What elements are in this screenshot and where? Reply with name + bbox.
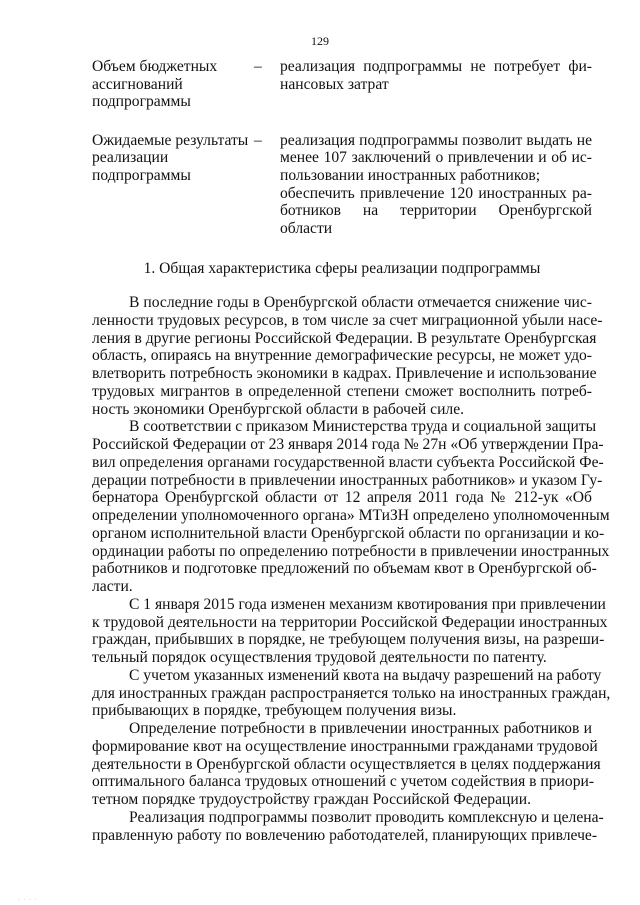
passport-value-line: реализация подпрограммы позволит выдать не — [280, 131, 592, 149]
text-line: ления в другие регионы Российской Федерации. В результате Оренбургская — [92, 329, 597, 347]
text-line: ленности трудовых ресурсов, в том числе за счет миграционной убыли насе- — [92, 311, 603, 329]
text-line: вил определения органами государственной власти субъекта Российской Фе- — [92, 453, 604, 471]
text-line: определении уполномоченного органа» МТиЗН определено уполномоченным — [92, 507, 610, 524]
paragraph — [92, 666, 611, 720]
text-line: ласти. — [92, 578, 133, 595]
text-line: область, опираясь на внутренние демографические ресурсы, не может удо- — [92, 347, 592, 365]
text-line: работников и подготовке предложений по объемам квот в Оренбургской об- — [92, 560, 597, 578]
paragraph — [92, 808, 604, 845]
text-line: С учетом указанных изменений квота на выдачу разрешений на работу — [129, 666, 602, 684]
paragraph — [92, 294, 603, 418]
text-line: к трудовой деятельности на территории Российской Федерации иностранных — [92, 613, 608, 631]
passport-value — [280, 132, 592, 238]
page-number: 129 — [311, 34, 329, 48]
text-line: бернатора Оренбургской области от 12 апреля 2011 года № 212-ук «Об — [92, 489, 592, 507]
passport-value-line: нансовых затрат — [280, 75, 389, 93]
text-line: влетворить потребность экономики в кадрах. Привлечение и использование — [92, 365, 597, 382]
text-line: тетном порядке трудоустройству граждан Российской Федерации. — [92, 791, 531, 808]
passport-value-line: менее 107 заключений о привлечении и об ис- — [280, 149, 592, 167]
text-line: ординации работы по определению потребности в привлечении иностранных — [92, 542, 610, 560]
body-text — [92, 294, 611, 844]
text-line: трудовых мигрантов в определенной степени сможет восполнить потреб- — [92, 382, 592, 400]
passport-value-line: обеспечить привлечение 120 иностранных ра- — [280, 184, 592, 202]
text-line: Реализация подпрограммы позволит проводить комплексную и целена- — [129, 808, 604, 826]
text-line: прибывающих в порядке, требующем получения визы. — [92, 702, 457, 720]
passport-label-line: Объем бюджетных — [92, 58, 218, 75]
passport-row-budget — [92, 58, 592, 111]
text-line: граждан, прибывших в порядке, не требующем получения визы, на разреши- — [92, 631, 605, 649]
text-line: органом исполнительной власти Оренбургской области по организации и ко- — [92, 524, 605, 542]
passport-label — [92, 132, 254, 238]
passport-value — [280, 58, 592, 111]
passport-label-line: Ожидаемые результаты — [92, 131, 249, 149]
section-heading: 1. Общая характеристика сферы реализации подпрограммы — [143, 260, 541, 277]
text-line: Российской Федерации от 23 января 2014 года № 27н «Об утверждении Пра- — [92, 436, 604, 453]
text-line: В соответствии с приказом Министерства труда и социальной защиты — [129, 418, 597, 436]
passport-dash: – — [254, 131, 262, 149]
text-line: для иностранных граждан распространяется только на иностранных граждан, — [92, 684, 611, 702]
passport-label-line: реализации — [92, 149, 169, 167]
passport-value-line: ботников на территории Оренбургской области — [280, 202, 592, 237]
paragraph — [92, 418, 610, 596]
text-line: Определение потребности в привлечении иностранных работников и — [129, 720, 592, 737]
passport-value-line: реализация подпрограммы не потребует фи- — [280, 58, 592, 75]
text-line: В последние годы в Оренбургской области отмечается снижение чис- — [129, 294, 592, 311]
passport-label-line: ассигнований — [92, 75, 183, 93]
passport-value-line: пользовании иностранных работников; — [280, 166, 541, 184]
paragraph — [92, 595, 608, 667]
paragraph — [92, 720, 601, 809]
text-line: формирование квот на осуществление иностранными гражданами трудовой — [92, 737, 598, 755]
text-line: ность экономики Оренбургской области в рабочей силе. — [92, 400, 465, 418]
text-line: С 1 января 2015 года изменен механизм квотирования при привлечении — [129, 595, 606, 613]
text-line: тельный порядок осуществления трудовой деятельности по патенту. — [92, 649, 547, 666]
scan-artifact-dots: · · · · — [18, 897, 38, 903]
passport-table — [92, 58, 592, 237]
text-line: дерации потребности в привлечении иностранных работников» и указом Гу- — [92, 471, 603, 489]
text-line: правленную работу по вовлечению работодателей, планирующих привлече- — [92, 826, 598, 844]
passport-dash: – — [254, 58, 262, 75]
text-line: оптимального баланса трудовых отношений с учетом содействия в приори- — [92, 773, 595, 791]
text-line: деятельности в Оренбургской области осуществляется в целях поддержания — [92, 755, 601, 773]
passport-label-line: подпрограммы — [92, 166, 191, 184]
passport-row-results — [92, 132, 592, 238]
passport-label-line: подпрограммы — [92, 93, 191, 111]
passport-label — [92, 58, 254, 111]
